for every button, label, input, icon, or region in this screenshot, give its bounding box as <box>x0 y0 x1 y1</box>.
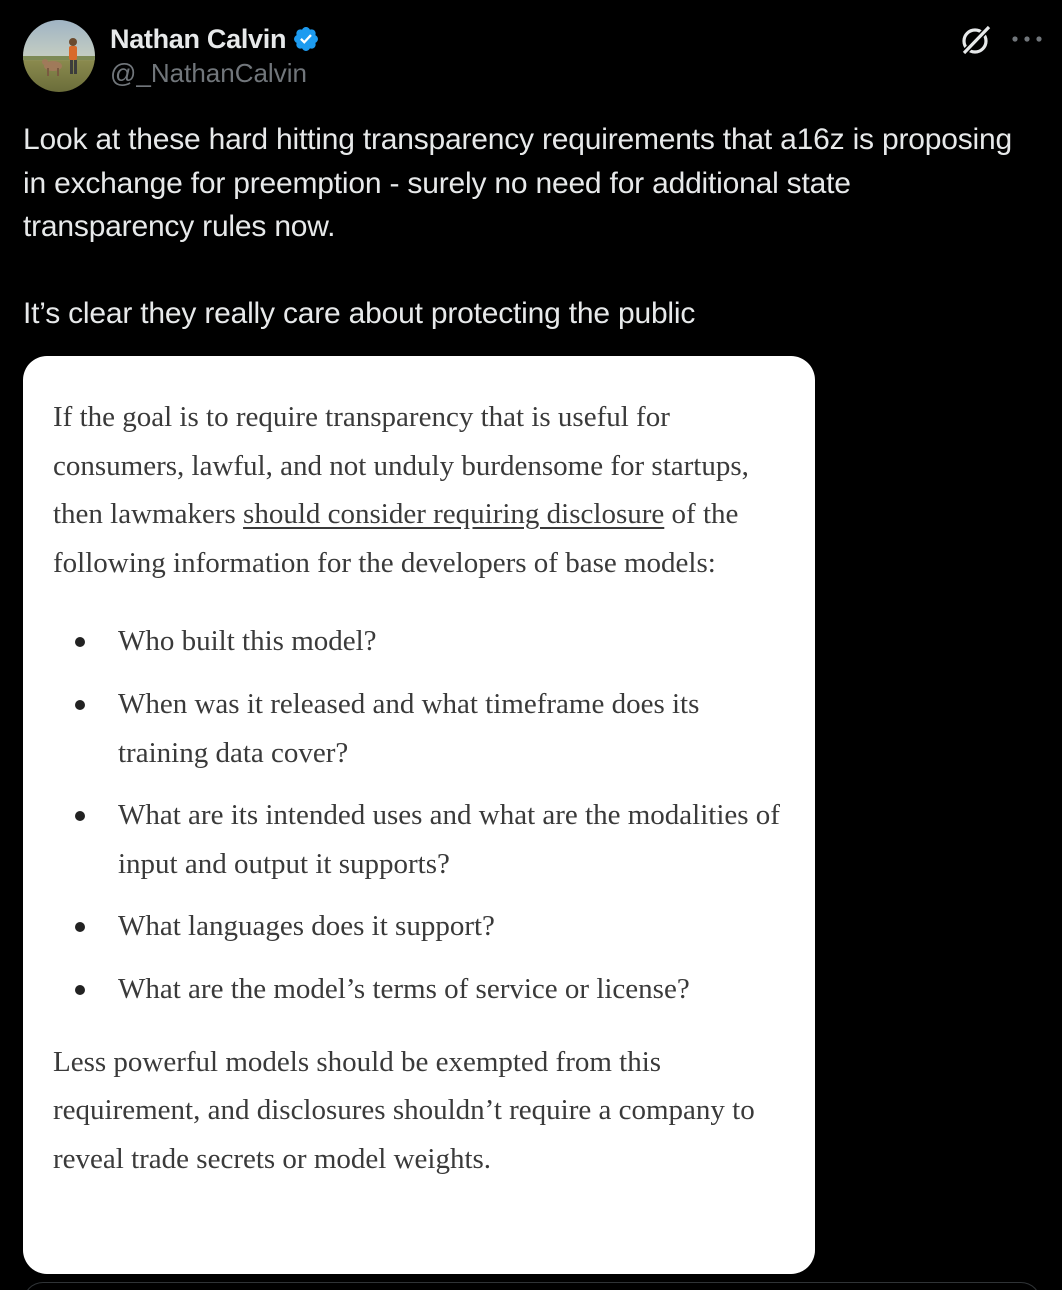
author-name-row[interactable] <box>110 20 320 58</box>
more-icon[interactable] <box>1010 30 1044 48</box>
tweet-text <box>23 118 1023 335</box>
image-text-content <box>53 393 788 1183</box>
image-intro-paragraph <box>53 393 788 587</box>
list-item <box>53 965 788 1014</box>
verified-badge-icon[interactable] <box>292 25 320 53</box>
list-item-text: What languages does it support? <box>118 910 495 943</box>
intro-link: should consider requiring disclosure <box>243 498 665 531</box>
display-name[interactable]: Nathan Calvin <box>110 23 287 54</box>
avatar[interactable] <box>23 20 95 92</box>
list-item-text: When was it released and what timeframe does its training data cover? <box>118 687 700 769</box>
bullet-icon <box>75 637 85 647</box>
intro-text: If the goal is to require transparency that is useful for consumers, lawful, and not unduly burdensome for startups, then lawmakers <box>53 401 749 531</box>
bullet-list <box>53 617 788 1013</box>
bullet-icon <box>75 811 85 821</box>
intro-text: of the following information for the developers of base models: <box>53 498 739 579</box>
bullet-icon <box>75 700 85 710</box>
bullet-icon <box>75 985 85 995</box>
list-item <box>53 617 788 666</box>
bullet-icon <box>75 922 85 932</box>
next-card-edge <box>23 1282 1041 1290</box>
list-item-text: Who built this model? <box>118 625 377 658</box>
tweet-paragraph: It’s clear they really care about protecting the public <box>23 296 696 330</box>
attached-image-card[interactable] <box>23 356 815 1274</box>
list-item <box>53 680 788 777</box>
author-handle[interactable]: @_NathanCalvin <box>110 58 307 88</box>
tweet-paragraph: Look at these hard hitting transparency requirements that a16z is proposing in exchange for preemption - surely no need for additional state transparency rules now. <box>23 123 1012 243</box>
list-item <box>53 902 788 951</box>
list-item-text: What are its intended uses and what are the modalities of input and output it supports? <box>118 799 780 880</box>
list-item-text: What are the model’s terms of service or license? <box>118 972 690 1005</box>
grok-icon[interactable] <box>958 22 994 58</box>
list-item <box>53 791 788 888</box>
image-outro-paragraph: Less powerful models should be exempted from this requirement, and disclosures shouldn’t require a company to reveal trade secrets or model weights. <box>53 1045 755 1175</box>
